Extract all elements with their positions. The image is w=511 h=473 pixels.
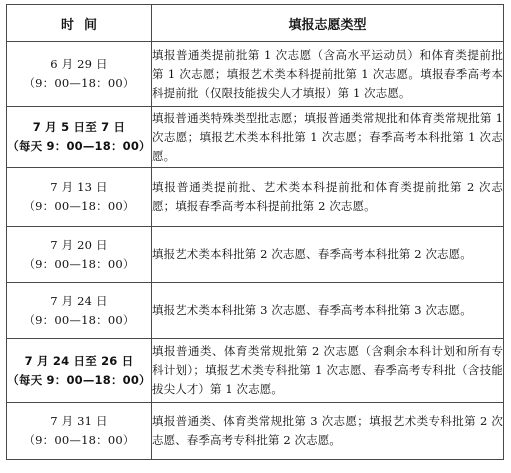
date-text: 6 月 29 日: [50, 57, 108, 71]
hours-text: （9：00—18：00）: [23, 256, 135, 271]
time-cell: [7, 339, 152, 403]
volunteer-schedule-table: [6, 4, 504, 460]
table-row: [7, 168, 504, 227]
date-text: 7 月 24 日至 26 日: [24, 353, 134, 368]
table-row: [7, 403, 504, 460]
schedule-sheet: [6, 4, 503, 460]
time-cell: [7, 168, 152, 227]
description-cell: 填报普通类特殊类型批志愿；填报普通类常规批和体育类常规批第 1 次志愿；填报艺术类本科批第 1 次志愿；春季高考本科批第 1 次志愿。: [152, 107, 504, 168]
table-row: [7, 283, 504, 339]
date-text: 7 月 31 日: [50, 414, 108, 428]
time-cell: [7, 283, 152, 339]
description-cell: 填报艺术类本科批第 2 次志愿、春季高考本科批第 2 次志愿。: [152, 227, 504, 283]
column-header-type: 填报志愿类型: [152, 5, 504, 42]
time-cell: [7, 227, 152, 283]
description-cell: 填报普通类提前批第 1 次志愿（含高水平运动员）和体育类提前批第 1 次志愿；填报艺术类本科提前批第 1 次志愿。填报春季高考本科提前批（仅限技能拔尖人才填报）第 1 次志愿。: [152, 42, 504, 107]
time-cell: [7, 403, 152, 460]
hours-text: （9：00—18：00）: [23, 312, 135, 327]
hours-text: （9：00—18：00）: [23, 76, 135, 90]
description-cell: 填报普通类提前批、艺术类本科提前批和体育类提前批第 2 次志愿；填报春季高考本科提前批第 2 次志愿。: [152, 168, 504, 227]
column-header-time: 时间: [7, 5, 152, 42]
hours-text: （每天 9：00—18：00）: [7, 139, 151, 153]
description-cell: 填报普通类、体育类常规批第 2 次志愿（含剩余本科计划和所有专科计划）；填报艺术类专科批第 1 次志愿、春季高考专科批（含技能拔尖人才）第 1 次志愿。: [152, 339, 504, 403]
hours-text: （每天 9：00—18：00）: [7, 372, 151, 387]
table-row: [7, 107, 504, 168]
description-cell: 填报普通类、体育类常规批第 3 次志愿；填报艺术类专科批第 2 次志愿、春季高考专科批第 2 次志愿。: [152, 403, 504, 460]
hours-text: （9：00—18：00）: [23, 199, 135, 213]
date-text: 7 月 24 日: [50, 293, 108, 308]
hours-text: （9：00—18：00）: [23, 433, 135, 447]
table-row: [7, 42, 504, 107]
date-text: 7 月 5 日至 7 日: [32, 120, 126, 134]
table-row: [7, 339, 504, 403]
table-row: [7, 227, 504, 283]
date-text: 7 月 20 日: [50, 237, 108, 252]
time-cell: [7, 107, 152, 168]
description-cell: 填报艺术类本科批第 3 次志愿、春季高考本科批第 3 次志愿。: [152, 283, 504, 339]
date-text: 7 月 13 日: [50, 180, 108, 194]
time-cell: [7, 42, 152, 107]
table-header-row: [7, 5, 504, 42]
